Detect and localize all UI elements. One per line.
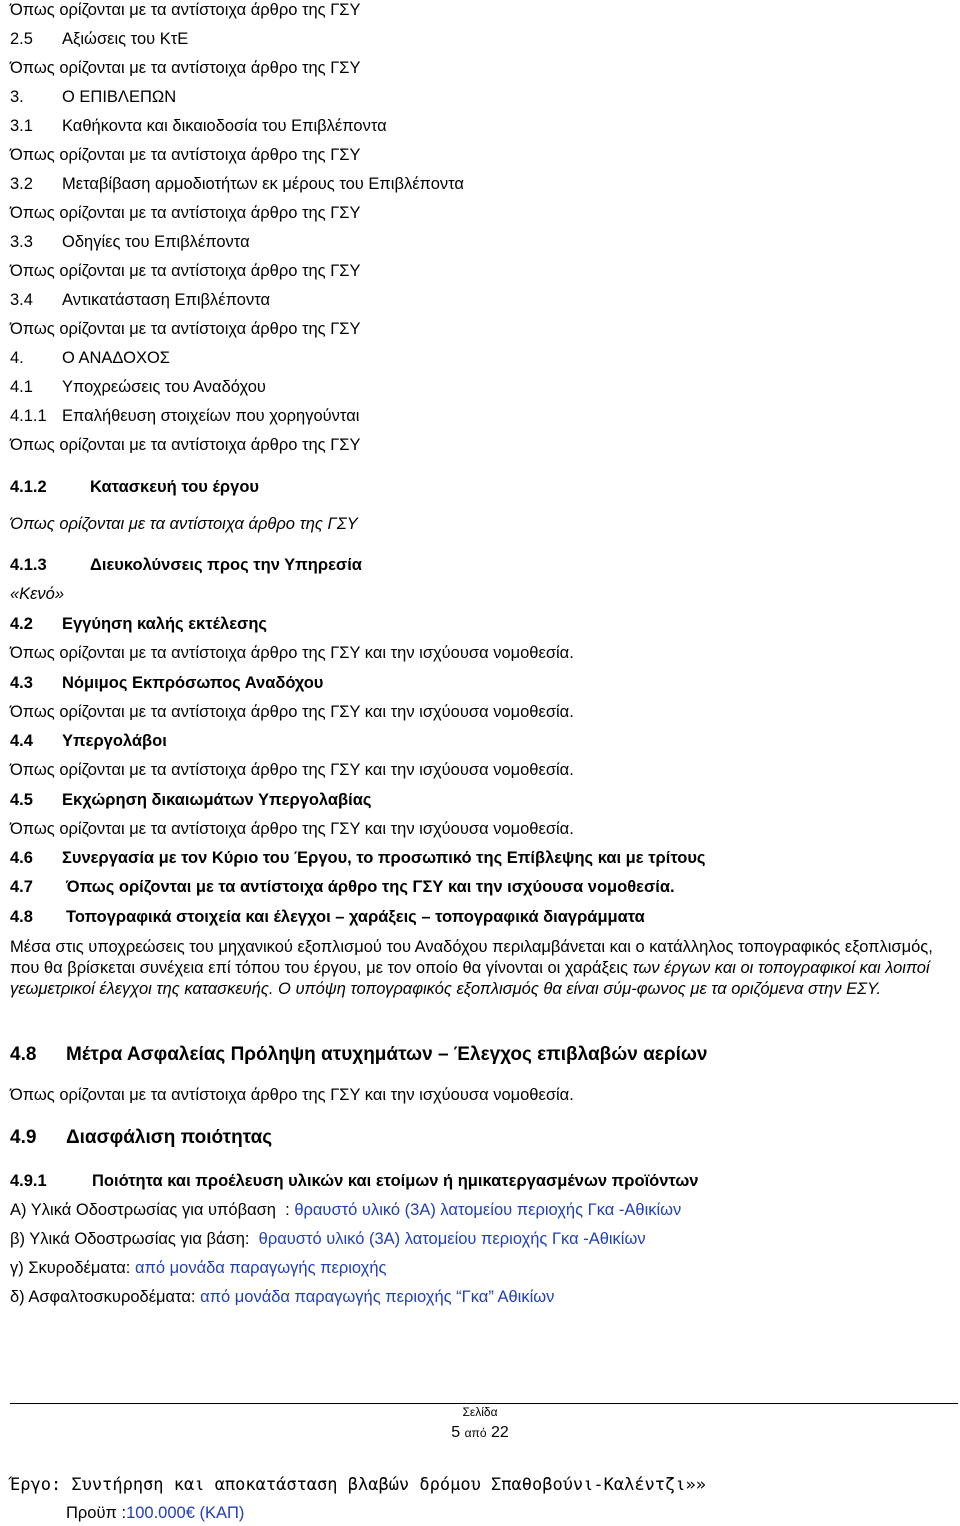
material-label: δ) Ασφαλτοσκυροδέματα: (10, 1288, 201, 1306)
section-title: Ο ΕΠΙΒΛΕΠΩΝ (62, 88, 177, 106)
section-heading (10, 1171, 698, 1191)
body-text: Όπως ορίζονται με τα αντίστοιχα άρθρο της ΓΣΥ (10, 436, 361, 454)
section-heading (10, 1128, 272, 1148)
section-title: Κατασκευή του έργου (90, 478, 259, 496)
paragraph-italic-text: των έργων και οι τοπογραφικοί και λοιποί γεωμετρικοί έλεγχοι της κατασκευής. Ο υπόψη τοπογραφικός εξοπλισμός θα είναι σύμ-φωνος με τα οριζόμενα στην ΕΣΥ. (10, 959, 930, 998)
section-title: Μέτρα Ασφαλείας Πρόληψη ατυχημάτων – Έλεγχος επιβλαβών αερίων (66, 1044, 708, 1065)
section-title: Ποιότητα και προέλευση υλικών και ετοίμων ή ημικατεργασμένων προϊόντων (92, 1172, 699, 1190)
section-number: 4.1 (10, 378, 33, 396)
section-heading (10, 877, 675, 897)
body-text: Όπως ορίζονται με τα αντίστοιχα άρθρο της ΓΣΥ (10, 59, 361, 77)
section-number: 4.2 (10, 615, 33, 633)
body-text: Όπως ορίζονται με τα αντίστοιχα άρθρο της ΓΣΥ και την ισχύουσα νομοθεσία. (10, 1086, 574, 1104)
material-value: από μονάδα παραγωγής περιοχής “Γκα” Αθικίων (200, 1288, 555, 1306)
body-text: Όπως ορίζονται με τα αντίστοιχα άρθρο της ΓΣΥ (10, 1, 361, 19)
section-heading (10, 406, 359, 426)
section-heading (10, 848, 706, 868)
section-heading (10, 232, 250, 252)
section-heading (10, 1045, 707, 1065)
section-title: Συνεργασία με τον Κύριο του Έργου, το προσωπικό της Επίβλεψης και με τρίτους (62, 849, 706, 867)
section-number: 4.4 (10, 732, 33, 750)
material-value: από μονάδα παραγωγής περιοχής (134, 1259, 387, 1277)
section-heading (10, 731, 167, 751)
body-text: Όπως ορίζονται με τα αντίστοιχα άρθρο της ΓΣΥ και την ισχύουσα νομοθεσία. (10, 644, 574, 662)
body-text: Όπως ορίζονται με τα αντίστοιχα άρθρο της ΓΣΥ και την ισχύουσα νομοθεσία. (10, 703, 574, 721)
paragraph-text: Μέσα στις υποχρεώσεις του μηχανικού εξοπλισμού του Αναδόχου περιλαμβάνεται και ο κατάλληλος τοπογραφικός εξοπλισμός, που θα βρίσκεται συνέχεια επί τόπου του έργου, με τον οποίο θα γίνονται οι χαράξεις (10, 938, 933, 977)
material-item (10, 1200, 681, 1220)
section-number: 4.1.2 (10, 478, 47, 496)
page-label: Σελίδα (462, 1405, 498, 1419)
budget (66, 1504, 244, 1523)
body-text: Όπως ορίζονται με τα αντίστοιχα άρθρο της ΓΣΥ (10, 146, 361, 164)
section-number: 4.6 (10, 849, 33, 867)
material-label: β) Υλικά Οδοστρωσίας για βάση: (10, 1230, 259, 1248)
section-heading (10, 174, 464, 194)
section-heading (10, 377, 266, 397)
section-title: Υπεργολάβοι (62, 732, 167, 750)
body-text: Όπως ορίζονται με τα αντίστοιχα άρθρο της ΓΣΥ και την ισχύουσα νομοθεσία. (10, 761, 574, 779)
material-item (10, 1229, 646, 1249)
section-heading (10, 790, 371, 810)
section-number: 3.4 (10, 291, 33, 309)
section-title: Αντικατάσταση Επιβλέποντα (62, 291, 271, 309)
budget-value: 100.000€ (126, 1504, 195, 1522)
section-heading (10, 87, 176, 107)
paragraph (10, 937, 945, 1000)
material-item (10, 1258, 386, 1278)
section-heading (10, 555, 362, 575)
section-title: Εγγύηση καλής εκτέλεσης (62, 615, 268, 633)
section-number: 3.1 (10, 117, 33, 135)
section-number: 3. (10, 88, 24, 106)
project-title: Έργο: Συντήρηση και αποκατάσταση βλαβών δρόμου Σπαθοβούνι-Καλέντζι»» (10, 1475, 706, 1495)
body-text: Όπως ορίζονται με τα αντίστοιχα άρθρο της ΓΣΥ και την ισχύουσα νομοθεσία. (10, 820, 574, 838)
footer-divider (10, 1403, 958, 1404)
placeholder-text: «Κενό» (10, 585, 65, 603)
page-counter (0, 1424, 960, 1442)
section-heading (10, 614, 267, 634)
section-title: Αξιώσεις του ΚτΕ (62, 30, 189, 48)
section-number: 4.7 (10, 878, 33, 896)
section-title: Υποχρεώσεις του Αναδόχου (62, 378, 266, 396)
section-number: 4.5 (10, 791, 33, 809)
section-heading (10, 29, 188, 49)
section-heading (10, 477, 259, 497)
section-number: 2.5 (10, 30, 33, 48)
section-title: Επαλήθευση στοιχείων που χορηγούνται (62, 407, 360, 425)
body-text: Όπως ορίζονται με τα αντίστοιχα άρθρο της ΓΣΥ (10, 320, 361, 338)
material-value: θραυστό υλικό (3Α) λατομείου περιοχής Γκα -Αθικίων (294, 1201, 682, 1219)
page-number: 5 (451, 1424, 461, 1441)
material-item (10, 1287, 554, 1307)
section-number: 4.9.1 (10, 1172, 47, 1190)
section-title: Καθήκοντα και δικαιοδοσία του Επιβλέποντα (62, 117, 387, 135)
section-number: 4.1.3 (10, 556, 47, 574)
material-value: θραυστό υλικό (3Α) λατομείου περιοχής Γκα -Αθικίων (258, 1230, 646, 1248)
material-label: Α) Υλικά Οδοστρωσίας για υπόβαση : (10, 1201, 295, 1219)
section-heading (10, 673, 323, 693)
section-title: Εκχώρηση δικαιωμάτων Υπεργολαβίας (62, 791, 372, 809)
section-heading (10, 348, 170, 368)
section-title: Μεταβίβαση αρμοδιοτήτων εκ μέρους του Επιβλέποντα (62, 175, 464, 193)
section-number: 4.3 (10, 674, 33, 692)
section-title: Οδηγίες του Επιβλέποντα (62, 233, 250, 251)
page-of: από (464, 1426, 487, 1440)
section-heading (10, 116, 387, 136)
section-number: 4.9 (10, 1127, 37, 1148)
section-title: Νόμιμος Εκπρόσωπος Αναδόχου (62, 674, 324, 692)
section-number: 3.3 (10, 233, 33, 251)
section-number: 4.1.1 (10, 407, 47, 425)
body-text: Όπως ορίζονται με τα αντίστοιχα άρθρο της ΓΣΥ (10, 204, 361, 222)
section-heading (10, 907, 645, 927)
section-title: Ο ΑΝΑΔΟΧΟΣ (62, 349, 170, 367)
section-number: 3.2 (10, 175, 33, 193)
body-text: Όπως ορίζονται με τα αντίστοιχα άρθρο της ΓΣΥ (10, 515, 358, 533)
material-label: γ) Σκυροδέματα: (10, 1259, 135, 1277)
section-number: 4.8 (10, 908, 33, 926)
section-title: Όπως ορίζονται με τα αντίστοιχα άρθρο της ΓΣΥ και την ισχύουσα νομοθεσία. (66, 878, 675, 896)
budget-label: Προϋπ : (66, 1504, 127, 1522)
section-number: 4.8 (10, 1044, 37, 1065)
page-total: 22 (490, 1424, 509, 1441)
section-title: Τοπογραφικά στοιχεία και έλεγχοι – χαράξεις – τοπογραφικά διαγράμματα (66, 908, 645, 926)
body-text: Όπως ορίζονται με τα αντίστοιχα άρθρο της ΓΣΥ (10, 262, 361, 280)
section-number: 4. (10, 349, 24, 367)
section-title: Διασφάλιση ποιότητας (66, 1127, 273, 1148)
budget-paren: (ΚΑΠ) (199, 1504, 245, 1522)
section-title: Διευκολύνσεις προς την Υπηρεσία (90, 556, 362, 574)
section-heading (10, 290, 270, 310)
